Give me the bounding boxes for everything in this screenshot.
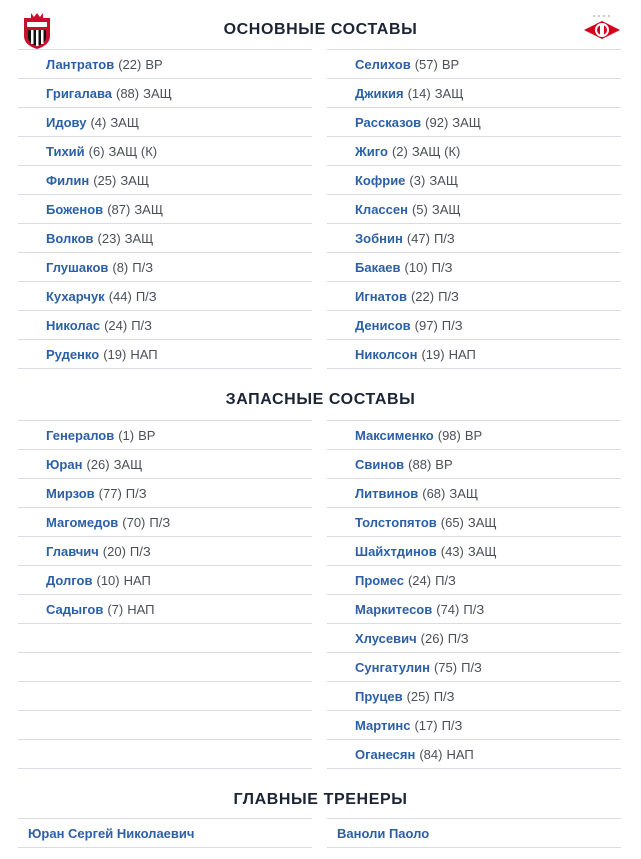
player-name-link[interactable]: Юран: [46, 456, 83, 472]
player-number: (70): [122, 514, 146, 530]
away-coach-link[interactable]: Ваноли Паоло: [327, 818, 621, 848]
player-row: [18, 282, 312, 311]
player-number: (25): [406, 688, 430, 704]
player-number: (25): [93, 172, 117, 188]
player-row: [327, 595, 621, 624]
player-number: (7): [107, 601, 124, 617]
player-position: П/З: [149, 514, 171, 530]
player-name-link[interactable]: Садыгов: [46, 601, 104, 617]
subs-away-list: [327, 420, 621, 769]
player-row: [18, 450, 312, 479]
player-number: (17): [414, 717, 438, 733]
player-position: ЗАЩ: [429, 172, 459, 188]
player-number: (20): [102, 543, 126, 559]
player-row: [327, 108, 621, 137]
player-position: П/З: [435, 572, 456, 588]
player-row: [327, 282, 621, 311]
player-name-link[interactable]: Игнатов: [355, 288, 407, 304]
empty-row: [18, 624, 312, 653]
player-position: ЗАЩ (К): [108, 143, 158, 159]
player-row: [18, 311, 312, 340]
empty-row: [18, 653, 312, 682]
player-number: (24): [407, 572, 432, 588]
player-position: П/З: [441, 717, 463, 733]
player-number: (19): [421, 346, 445, 362]
player-name-link[interactable]: Денисов: [355, 317, 411, 333]
player-position: П/З: [461, 659, 482, 675]
player-position: ЗАЩ (К): [411, 143, 461, 159]
player-position: НАП: [127, 601, 155, 617]
player-number: (24): [104, 317, 128, 333]
player-position: НАП: [448, 346, 476, 362]
player-number: (84): [419, 746, 443, 762]
player-name-link[interactable]: Рассказов: [355, 114, 422, 130]
player-name-link[interactable]: Лантратов: [46, 56, 115, 72]
starting-away-list: [327, 49, 621, 369]
player-row: [327, 479, 621, 508]
player-row: [327, 224, 621, 253]
player-position: НАП: [130, 346, 158, 362]
player-position: ВР: [138, 427, 156, 443]
player-name-link[interactable]: Магомедов: [46, 514, 119, 530]
player-row: [327, 682, 621, 711]
player-position: ЗАЩ: [467, 514, 497, 530]
player-number: (14): [407, 85, 431, 101]
player-position: ЗАЩ: [452, 114, 481, 130]
player-row: [18, 595, 312, 624]
player-name-link[interactable]: Классен: [355, 201, 408, 217]
player-name-link[interactable]: Волков: [46, 230, 94, 246]
section-title: ЗАПАСНЫЕ СОСТАВЫ: [225, 391, 416, 408]
player-name-link[interactable]: Филин: [46, 172, 90, 188]
player-name-link[interactable]: Сунгатулин: [355, 659, 430, 675]
player-name-link[interactable]: Джикия: [355, 85, 404, 101]
player-row: [327, 711, 621, 740]
player-row: [327, 50, 621, 79]
player-name-link[interactable]: Мирзов: [46, 485, 95, 501]
player-position: ЗАЩ: [134, 201, 164, 217]
player-name-link[interactable]: Долгов: [46, 572, 93, 588]
player-name-link[interactable]: Идову: [46, 114, 87, 130]
player-row: [327, 537, 621, 566]
section-title: ГЛАВНЫЕ ТРЕНЕРЫ: [233, 791, 408, 808]
player-name-link[interactable]: Маркитесов: [355, 601, 433, 617]
player-name-link[interactable]: Руденко: [46, 346, 100, 362]
player-position: П/З: [441, 317, 463, 333]
player-number: (22): [410, 288, 435, 304]
starting-home-list: [18, 49, 312, 369]
player-position: П/З: [129, 543, 151, 559]
player-number: (88): [408, 456, 432, 472]
player-number: (87): [107, 201, 131, 217]
player-position: П/З: [447, 630, 469, 646]
player-position: П/З: [431, 259, 453, 275]
player-number: (10): [404, 259, 428, 275]
player-position: ВР: [145, 56, 163, 72]
player-number: (4): [90, 114, 107, 130]
empty-row: [18, 682, 312, 711]
player-name-link[interactable]: Свинов: [355, 456, 405, 472]
player-name-link[interactable]: Николсон: [355, 346, 418, 362]
player-position: П/З: [433, 230, 455, 246]
player-row: [327, 79, 621, 108]
player-row: [327, 624, 621, 653]
empty-row: [18, 711, 312, 740]
player-number: (75): [433, 659, 458, 675]
player-number: (26): [420, 630, 444, 646]
player-row: [327, 340, 621, 369]
player-name-link[interactable]: Селихов: [355, 56, 411, 72]
player-position: ЗАЩ: [143, 85, 172, 101]
player-number: (3): [409, 172, 426, 188]
section-title: ОСНОВНЫЕ СОСТАВЫ: [223, 21, 418, 38]
player-position: ЗАЩ: [467, 543, 497, 559]
player-position: П/З: [131, 317, 152, 333]
player-name-link[interactable]: Зобнин: [355, 230, 403, 246]
player-name-link[interactable]: Оганесян: [355, 746, 416, 762]
player-number: (77): [98, 485, 122, 501]
player-row: [18, 479, 312, 508]
subs-home-list: [18, 420, 312, 769]
player-position: П/З: [125, 485, 147, 501]
player-number: (68): [422, 485, 446, 501]
player-row: [327, 653, 621, 682]
player-position: ВР: [464, 427, 483, 443]
player-position: НАП: [123, 572, 151, 588]
player-name-link[interactable]: Глушаков: [46, 259, 109, 275]
player-position: НАП: [446, 746, 474, 762]
player-name-link[interactable]: Максименко: [355, 427, 434, 443]
player-number: (47): [406, 230, 430, 246]
player-name-link[interactable]: Мартинс: [355, 717, 411, 733]
player-row: [18, 340, 312, 369]
player-name-link[interactable]: Промес: [355, 572, 404, 588]
player-row: [18, 421, 312, 450]
player-name-link[interactable]: Жиго: [355, 143, 388, 159]
player-row: [18, 195, 312, 224]
player-name-link[interactable]: Хлусевич: [355, 630, 417, 646]
player-number: (10): [96, 572, 120, 588]
player-name-link[interactable]: Николас: [46, 317, 101, 333]
player-position: П/З: [135, 288, 157, 304]
player-position: ЗАЩ: [449, 485, 479, 501]
player-position: ЗАЩ: [113, 456, 143, 472]
player-number: (26): [86, 456, 110, 472]
player-number: (74): [436, 601, 460, 617]
player-position: ВР: [441, 56, 460, 72]
player-number: (92): [425, 114, 449, 130]
player-position: ЗАЩ: [434, 85, 464, 101]
player-row: [327, 253, 621, 282]
player-row: [327, 566, 621, 595]
player-name-link[interactable]: Григалава: [46, 85, 112, 101]
player-name-link[interactable]: Толстопятов: [355, 514, 437, 530]
player-row: [18, 537, 312, 566]
player-name-link[interactable]: Генералов: [46, 427, 115, 443]
player-name-link[interactable]: Бакаев: [355, 259, 401, 275]
player-number: (19): [103, 346, 127, 362]
player-number: (5): [411, 201, 428, 217]
player-number: (97): [414, 317, 438, 333]
player-position: П/З: [463, 601, 485, 617]
player-row: [327, 166, 621, 195]
player-row: [327, 508, 621, 537]
player-name-link[interactable]: Боженов: [46, 201, 104, 217]
player-name-link[interactable]: Кофрие: [355, 172, 406, 188]
player-position: ЗАЩ: [124, 230, 154, 246]
player-number: (98): [437, 427, 461, 443]
player-row: [327, 740, 621, 769]
player-number: (57): [414, 56, 438, 72]
player-number: (22): [118, 56, 142, 72]
player-row: [18, 508, 312, 537]
player-number: (6): [88, 143, 105, 159]
player-position: П/З: [433, 688, 455, 704]
player-row: [18, 79, 312, 108]
player-row: [18, 108, 312, 137]
player-row: [327, 195, 621, 224]
player-row: [18, 224, 312, 253]
player-row: [18, 137, 312, 166]
player-number: (43): [440, 543, 464, 559]
player-number: (2): [391, 143, 408, 159]
player-row: [18, 253, 312, 282]
player-position: ВР: [435, 456, 453, 472]
player-number: (44): [108, 288, 132, 304]
player-name-link[interactable]: Литвинов: [355, 485, 419, 501]
player-row: [327, 137, 621, 166]
player-number: (23): [97, 230, 121, 246]
player-row: [18, 566, 312, 595]
player-name-link[interactable]: Пруцев: [355, 688, 403, 704]
player-position: П/З: [438, 288, 459, 304]
player-row: [18, 166, 312, 195]
player-position: ЗАЩ: [120, 172, 150, 188]
player-number: (88): [116, 85, 140, 101]
empty-row: [18, 740, 312, 769]
player-name-link[interactable]: Кухарчук: [46, 288, 105, 304]
player-position: П/З: [132, 259, 154, 275]
player-row: [327, 450, 621, 479]
player-position: ЗАЩ: [110, 114, 140, 130]
player-row: [327, 421, 621, 450]
player-position: ЗАЩ: [431, 201, 461, 217]
player-name-link[interactable]: Шайхтдинов: [355, 543, 437, 559]
home-coach-link[interactable]: Юран Сергей Николаевич: [18, 818, 312, 848]
player-row: [327, 311, 621, 340]
player-number: (8): [112, 259, 129, 275]
player-number: (65): [440, 514, 464, 530]
player-name-link[interactable]: Главчич: [46, 543, 99, 559]
player-name-link[interactable]: Тихий: [46, 143, 85, 159]
player-number: (1): [118, 427, 135, 443]
player-row: [18, 50, 312, 79]
